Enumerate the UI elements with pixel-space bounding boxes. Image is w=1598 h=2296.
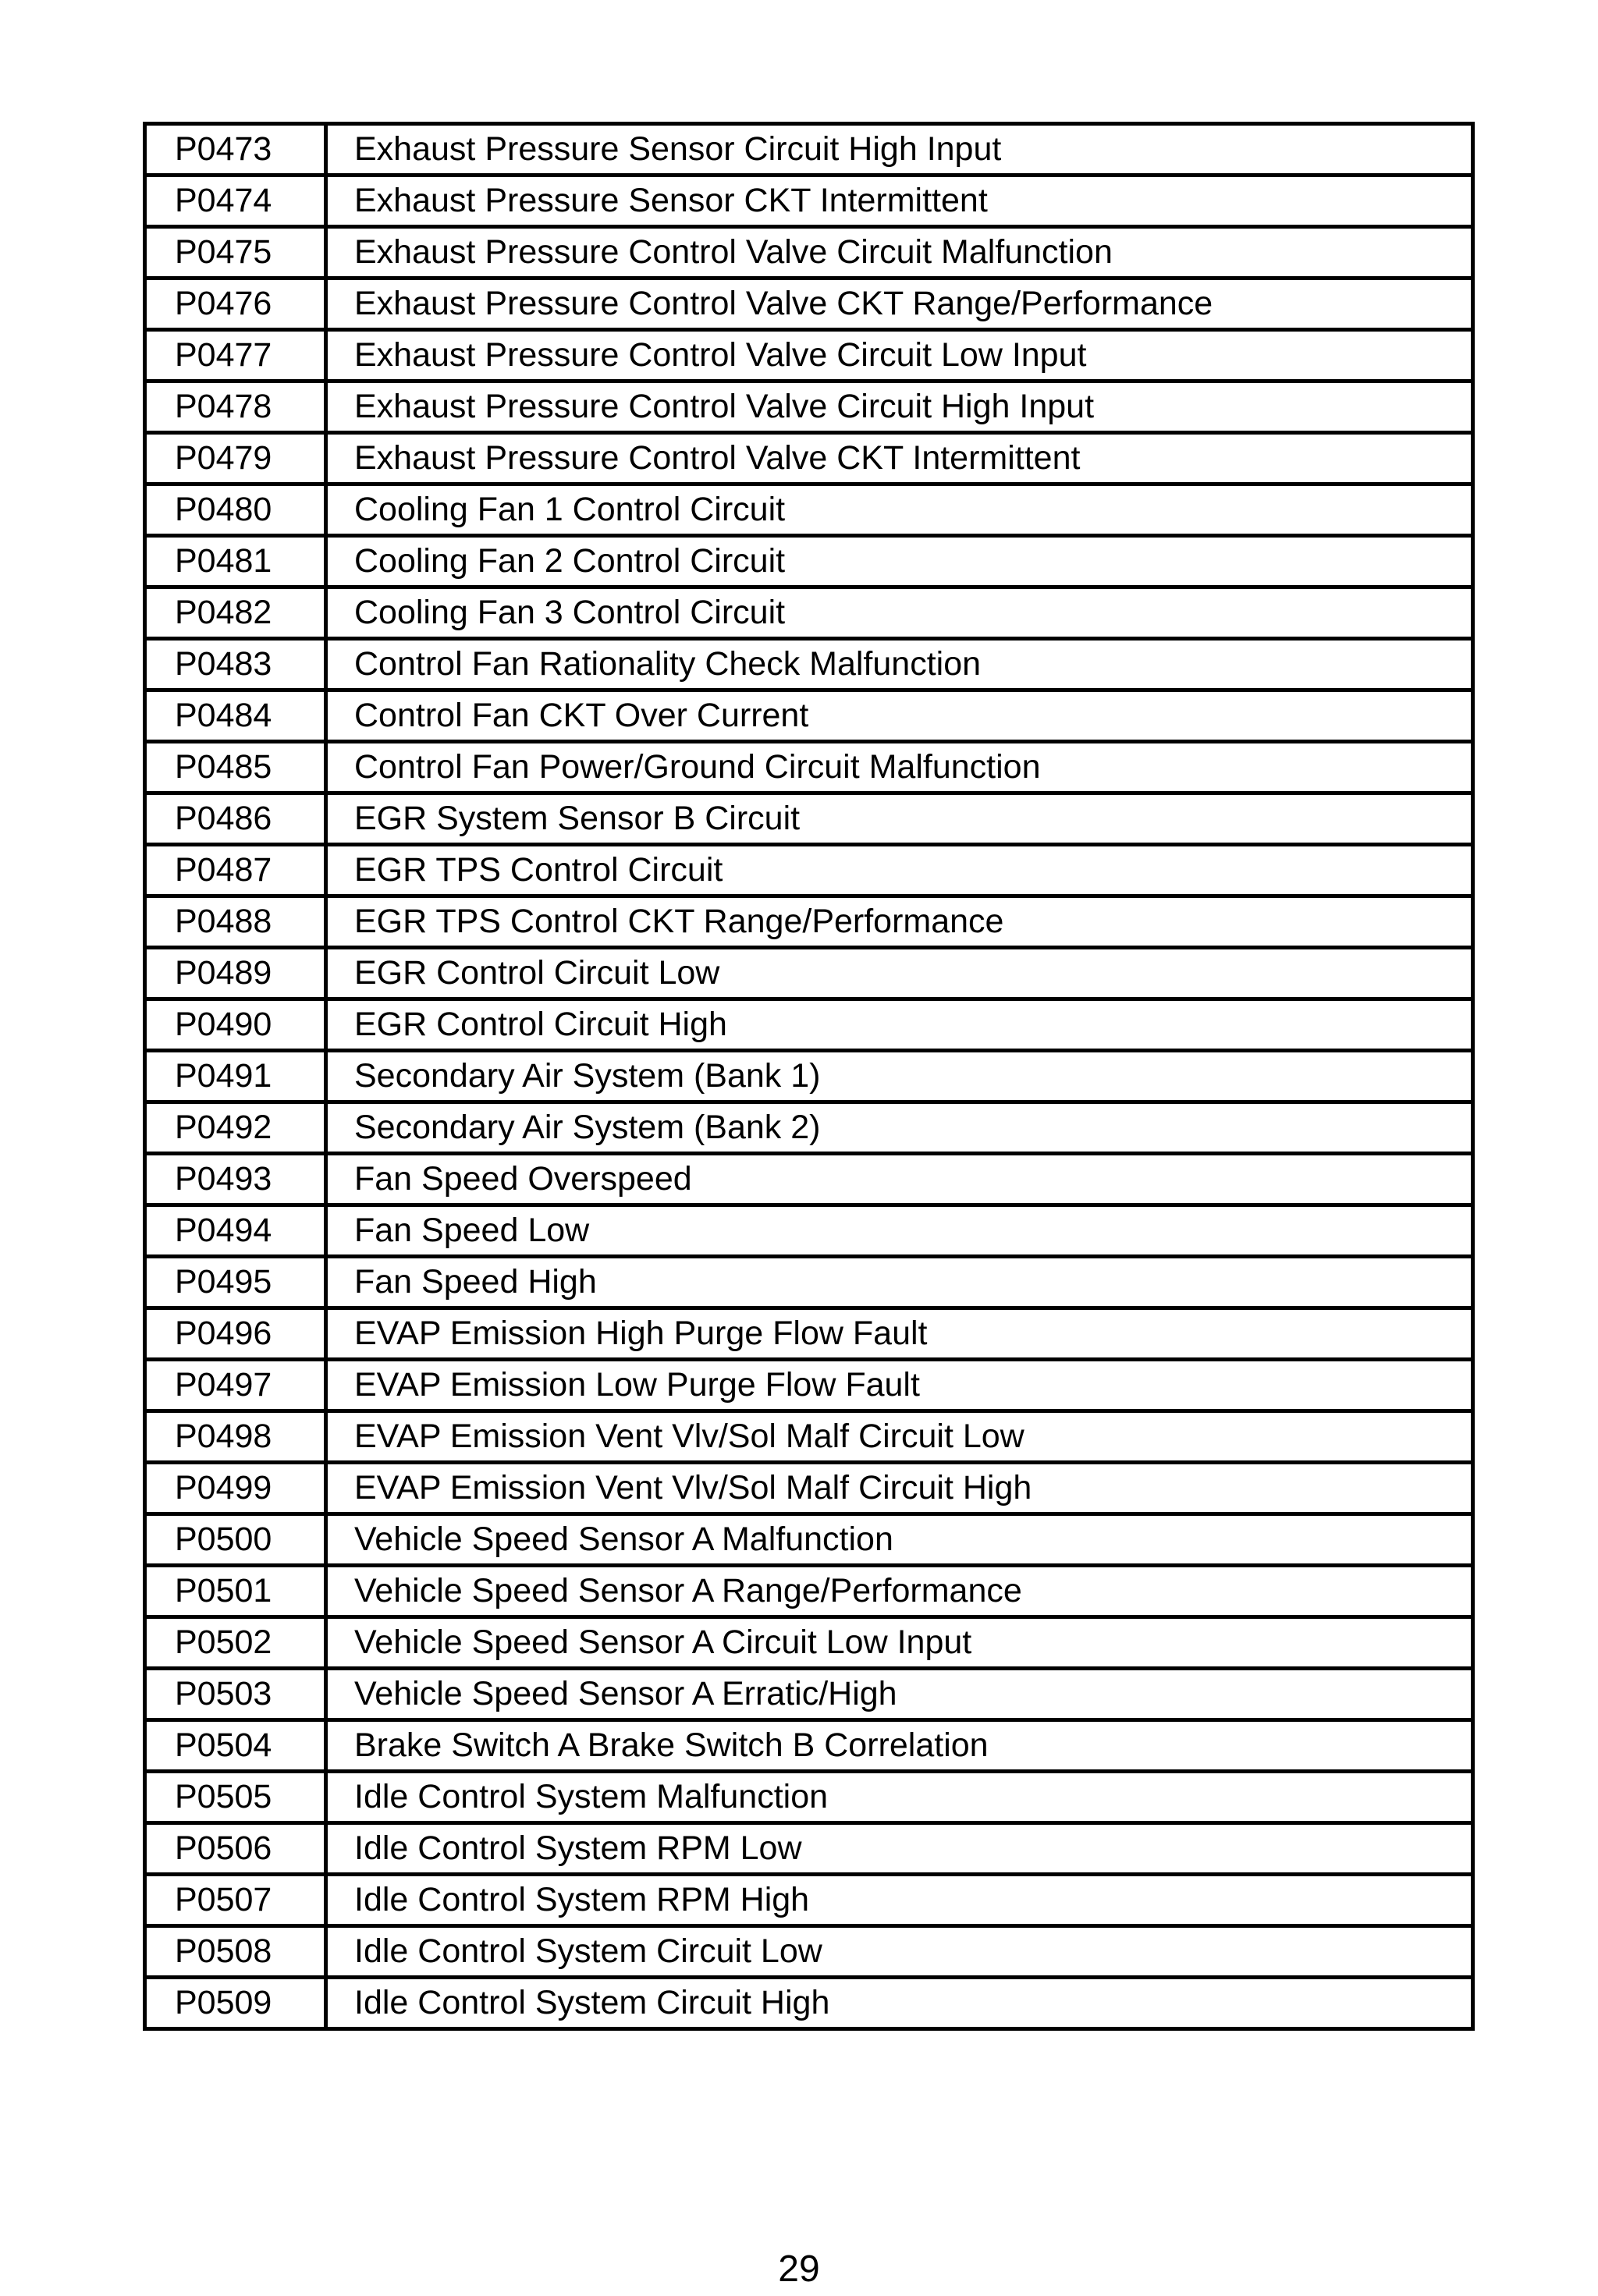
table-row [145, 587, 1473, 639]
dtc-description-cell: Vehicle Speed Sensor A Malfunction [326, 1514, 1473, 1566]
dtc-code-cell: P0486 [145, 793, 326, 845]
table-row [145, 1411, 1473, 1463]
table-row [145, 1257, 1473, 1308]
dtc-code-cell: P0498 [145, 1411, 326, 1463]
dtc-code-cell: P0489 [145, 948, 326, 999]
table-row [145, 1926, 1473, 1978]
table-row [145, 176, 1473, 227]
dtc-description-cell: Cooling Fan 3 Control Circuit [326, 587, 1473, 639]
dtc-code-cell: P0477 [145, 330, 326, 381]
table-row [145, 742, 1473, 793]
table-row [145, 1463, 1473, 1514]
dtc-description-cell: Exhaust Pressure Control Valve Circuit Low Input [326, 330, 1473, 381]
dtc-code-table [143, 122, 1475, 2031]
table-row [145, 1051, 1473, 1102]
table-row [145, 948, 1473, 999]
dtc-description-cell: Vehicle Speed Sensor A Circuit Low Input [326, 1617, 1473, 1669]
dtc-description-cell: Secondary Air System (Bank 1) [326, 1051, 1473, 1102]
dtc-description-cell: Exhaust Pressure Sensor Circuit High Input [326, 124, 1473, 176]
dtc-code-cell: P0479 [145, 433, 326, 484]
table-row [145, 1720, 1473, 1772]
table-row [145, 1102, 1473, 1154]
table-row [145, 536, 1473, 587]
dtc-description-cell: Secondary Air System (Bank 2) [326, 1102, 1473, 1154]
dtc-code-cell: P0490 [145, 999, 326, 1051]
dtc-code-cell: P0495 [145, 1257, 326, 1308]
dtc-code-cell: P0500 [145, 1514, 326, 1566]
dtc-code-cell: P0484 [145, 690, 326, 742]
dtc-code-cell: P0485 [145, 742, 326, 793]
dtc-description-cell: Idle Control System RPM Low [326, 1823, 1473, 1875]
table-row [145, 1514, 1473, 1566]
dtc-code-cell: P0501 [145, 1566, 326, 1617]
table-row [145, 1205, 1473, 1257]
table-row [145, 1617, 1473, 1669]
dtc-code-cell: P0496 [145, 1308, 326, 1360]
dtc-description-cell: Vehicle Speed Sensor A Range/Performance [326, 1566, 1473, 1617]
table-row [145, 227, 1473, 279]
dtc-code-cell: P0481 [145, 536, 326, 587]
dtc-table-body [145, 124, 1473, 2029]
table-row [145, 1360, 1473, 1411]
table-row [145, 279, 1473, 330]
dtc-code-cell: P0473 [145, 124, 326, 176]
dtc-code-cell: P0505 [145, 1772, 326, 1823]
dtc-code-cell: P0506 [145, 1823, 326, 1875]
dtc-code-cell: P0476 [145, 279, 326, 330]
dtc-description-cell: EVAP Emission High Purge Flow Fault [326, 1308, 1473, 1360]
dtc-code-cell: P0475 [145, 227, 326, 279]
dtc-code-cell: P0507 [145, 1875, 326, 1926]
table-row [145, 1978, 1473, 2029]
dtc-description-cell: Idle Control System Circuit Low [326, 1926, 1473, 1978]
table-row [145, 1669, 1473, 1720]
dtc-description-cell: Control Fan CKT Over Current [326, 690, 1473, 742]
dtc-code-cell: P0483 [145, 639, 326, 690]
dtc-description-cell: Cooling Fan 2 Control Circuit [326, 536, 1473, 587]
table-row [145, 124, 1473, 176]
dtc-description-cell: EGR TPS Control Circuit [326, 845, 1473, 896]
dtc-description-cell: Idle Control System Malfunction [326, 1772, 1473, 1823]
table-row [145, 1823, 1473, 1875]
dtc-code-cell: P0497 [145, 1360, 326, 1411]
dtc-description-cell: Control Fan Power/Ground Circuit Malfunction [326, 742, 1473, 793]
table-row [145, 1308, 1473, 1360]
dtc-description-cell: Fan Speed Low [326, 1205, 1473, 1257]
dtc-code-cell: P0504 [145, 1720, 326, 1772]
table-row [145, 793, 1473, 845]
dtc-description-cell: Exhaust Pressure Control Valve CKT Range/Performance [326, 279, 1473, 330]
dtc-code-cell: P0508 [145, 1926, 326, 1978]
page-number: 29 [778, 2248, 820, 2290]
dtc-description-cell: EVAP Emission Vent Vlv/Sol Malf Circuit Low [326, 1411, 1473, 1463]
table-row [145, 845, 1473, 896]
dtc-code-cell: P0492 [145, 1102, 326, 1154]
dtc-code-cell: P0480 [145, 484, 326, 536]
dtc-description-cell: Exhaust Pressure Control Valve Circuit High Input [326, 381, 1473, 433]
table-row [145, 639, 1473, 690]
table-row [145, 381, 1473, 433]
dtc-description-cell: Idle Control System Circuit High [326, 1978, 1473, 2029]
table-row [145, 690, 1473, 742]
table-row [145, 896, 1473, 948]
dtc-code-cell: P0488 [145, 896, 326, 948]
dtc-description-cell: EVAP Emission Low Purge Flow Fault [326, 1360, 1473, 1411]
dtc-description-cell: Exhaust Pressure Sensor CKT Intermittent [326, 176, 1473, 227]
dtc-code-cell: P0494 [145, 1205, 326, 1257]
table-row [145, 484, 1473, 536]
dtc-description-cell: Vehicle Speed Sensor A Erratic/High [326, 1669, 1473, 1720]
dtc-description-cell: EGR System Sensor B Circuit [326, 793, 1473, 845]
dtc-code-cell: P0478 [145, 381, 326, 433]
dtc-description-cell: Idle Control System RPM High [326, 1875, 1473, 1926]
table-row [145, 1772, 1473, 1823]
table-row [145, 999, 1473, 1051]
dtc-description-cell: EGR TPS Control CKT Range/Performance [326, 896, 1473, 948]
table-row [145, 330, 1473, 381]
dtc-description-cell: EGR Control Circuit Low [326, 948, 1473, 999]
dtc-code-cell: P0487 [145, 845, 326, 896]
dtc-description-cell: Cooling Fan 1 Control Circuit [326, 484, 1473, 536]
table-row [145, 433, 1473, 484]
dtc-code-cell: P0499 [145, 1463, 326, 1514]
table-row [145, 1875, 1473, 1926]
dtc-description-cell: Exhaust Pressure Control Valve Circuit Malfunction [326, 227, 1473, 279]
dtc-description-cell: Exhaust Pressure Control Valve CKT Intermittent [326, 433, 1473, 484]
dtc-code-cell: P0482 [145, 587, 326, 639]
dtc-description-cell: Brake Switch A Brake Switch B Correlation [326, 1720, 1473, 1772]
dtc-description-cell: EGR Control Circuit High [326, 999, 1473, 1051]
dtc-code-cell: P0493 [145, 1154, 326, 1205]
dtc-code-cell: P0491 [145, 1051, 326, 1102]
dtc-code-cell: P0502 [145, 1617, 326, 1669]
dtc-description-cell: Fan Speed Overspeed [326, 1154, 1473, 1205]
table-row [145, 1566, 1473, 1617]
dtc-code-cell: P0474 [145, 176, 326, 227]
table-row [145, 1154, 1473, 1205]
dtc-description-cell: EVAP Emission Vent Vlv/Sol Malf Circuit High [326, 1463, 1473, 1514]
dtc-code-cell: P0503 [145, 1669, 326, 1720]
dtc-code-cell: P0509 [145, 1978, 326, 2029]
dtc-description-cell: Control Fan Rationality Check Malfunction [326, 639, 1473, 690]
dtc-description-cell: Fan Speed High [326, 1257, 1473, 1308]
